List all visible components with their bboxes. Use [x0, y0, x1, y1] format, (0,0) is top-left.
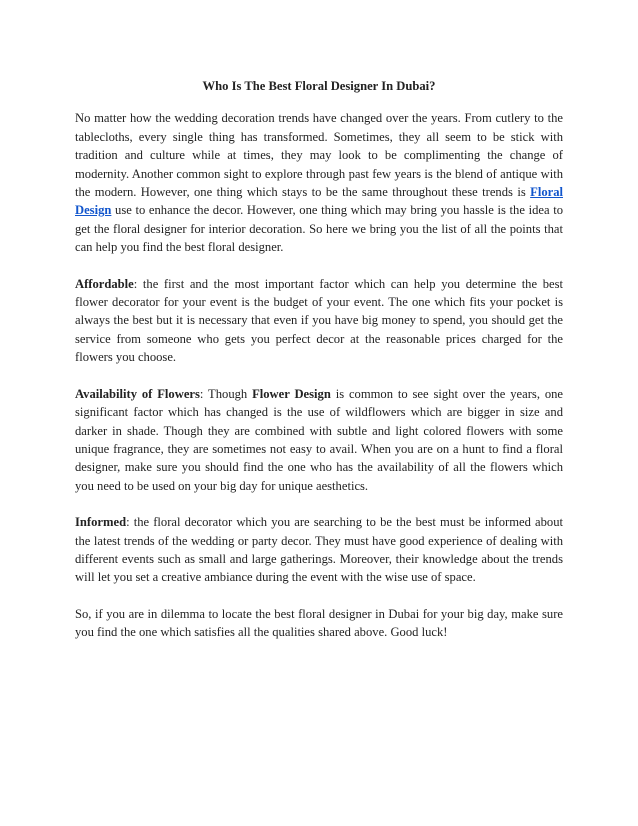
closing-paragraph: So, if you are in dilemma to locate the best floral designer in Dubai for your big day, make sure you find the one which satisfies all the qualities shared above. Good luck! [75, 606, 563, 640]
affordable-heading: Affordable [75, 276, 134, 291]
availability-paragraph [75, 385, 563, 495]
informed-heading: Informed [75, 515, 127, 530]
availability-text-end: is common to see sight over the years, one significant factor which has changed is the use of wildflowers which are bigger in size and darker in shade. Though they are combined with subtle and light colored flowers with some unique fragrance, they are sometimes not easy to avail. When you are on a hunt to find a floral designer, make sure you should find the one who has the availability of all the flowers which you need to be used on your big day for unique aesthetics. [75, 386, 564, 493]
intro-paragraph [75, 109, 563, 256]
informed-text: : the floral decorator which you are searching to be the best must be informed about the latest trends of the wedding or party decor. They must have good experience of dealing with different events such as small and large gatherings. Moreover, their knowledge about the trends will let you set a creative ambiance during the event with the wise use of space. [75, 515, 563, 585]
floral-design-link[interactable]: Floral Design [75, 185, 563, 218]
intro-text-start: No matter how the wedding decoration trends have changed over the years. From cutlery to the tablecloths, every single thing has transformed. Sometimes, they all seem to be stick with tradition and culture while at times, they may look to be complimenting the change of modernity. Another common sight to explore through past few years is the blend of antique with the modern. However, one thing which stays to be the same throughout these trends is [75, 111, 563, 200]
document-body [75, 77, 563, 660]
flower-design-term: Flower Design [252, 386, 331, 401]
page-title: Who Is The Best Floral Designer In Dubai? [202, 79, 436, 93]
informed-paragraph [75, 513, 563, 587]
affordable-paragraph [75, 275, 563, 367]
availability-text-start: : Though [199, 386, 253, 401]
intro-text-end: use to enhance the decor. However, one thing which may bring you hassle is the idea to get the floral designer for interior decoration. So here we bring you the list of all the points that can help you find the best floral designer. [75, 203, 563, 255]
affordable-text: : the first and the most important factor which can help you determine the best flower decorator for your event is the budget of your event. The one which fits your pocket is always the best but it is necessary that even if you have big money to spend, you should get the service from someone who gets you perfect decor at the reasonable prices charged for the flowers you choose. [75, 276, 563, 365]
availability-heading: Availability of Flowers [75, 386, 200, 401]
